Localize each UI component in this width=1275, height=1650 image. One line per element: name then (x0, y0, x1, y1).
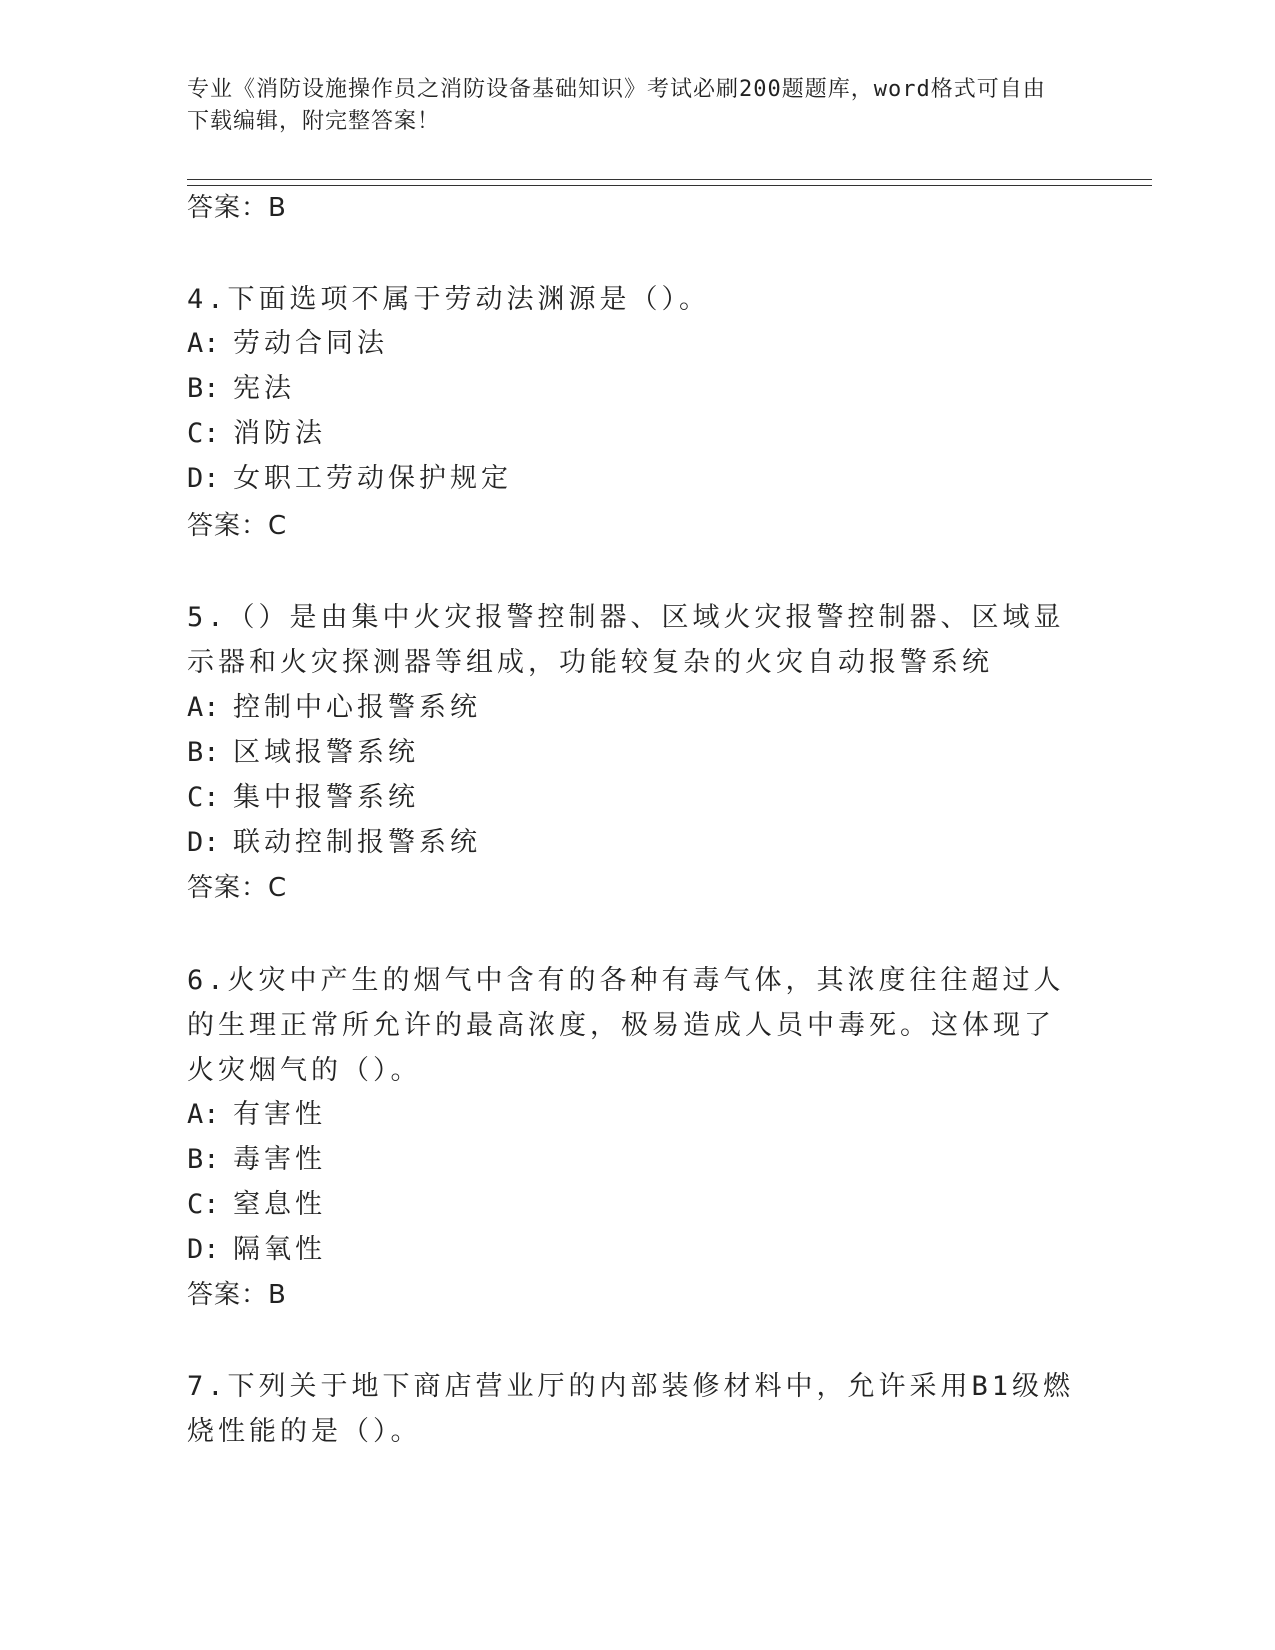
question-7-text: 7.下列关于地下商店营业厅的内部装修材料中，允许采用B1级燃烧性能的是（）。 (187, 1371, 1075, 1447)
question-4-text: 4.下面选项不属于劳动法渊源是（）。 (187, 284, 711, 315)
option-text: 隔氧性 (233, 1234, 326, 1265)
option-letter: A: (187, 1099, 220, 1130)
option-letter: C: (187, 418, 220, 449)
document-header: 专业《消防设施操作员之消防设备基础知识》考试必刷200题题库，word格式可自由下载编辑，附完整答案！ (187, 77, 1046, 134)
option-text: 控制中心报警系统 (233, 692, 481, 723)
question-5-option-c (187, 775, 419, 820)
option-text: 区域报警系统 (233, 737, 419, 768)
question-5-option-a (187, 685, 481, 730)
answer-label: 答案：B (187, 193, 287, 223)
question-4-answer: 答案：C (187, 511, 288, 541)
question-4-option-c (187, 411, 326, 456)
header-divider-bottom (187, 185, 1152, 186)
option-letter: C: (187, 1189, 220, 1220)
option-text: 宪法 (233, 373, 295, 404)
question-5-answer: 答案：C (187, 873, 288, 903)
question-6-option-d (187, 1227, 326, 1272)
option-letter: B: (187, 373, 220, 404)
option-letter: D: (187, 827, 220, 858)
question-6-answer: 答案：B (187, 1280, 287, 1310)
option-text: 有害性 (233, 1099, 326, 1130)
question-6-text: 6.火灾中产生的烟气中含有的各种有毒气体，其浓度往往超过人的生理正常所允许的最高浓度，极易造成人员中毒死。这体现了火灾烟气的（）。 (187, 965, 1065, 1086)
question-4-option-a (187, 321, 388, 366)
option-text: 女职工劳动保护规定 (233, 463, 512, 494)
option-letter: C: (187, 782, 220, 813)
option-letter: D: (187, 463, 220, 494)
option-text: 消防法 (233, 418, 326, 449)
option-text: 联动控制报警系统 (233, 827, 481, 858)
question-6-option-c (187, 1182, 326, 1227)
question-5-text: 5.（）是由集中火灾报警控制器、区域火灾报警控制器、区域显示器和火灾探测器等组成，功能较复杂的火灾自动报警系统 (187, 602, 1065, 678)
option-letter: A: (187, 328, 220, 359)
question-4-option-d (187, 456, 512, 501)
option-letter: D: (187, 1234, 220, 1265)
question-4-option-b (187, 366, 295, 411)
option-text: 窒息性 (233, 1189, 326, 1220)
question-5-option-b (187, 730, 419, 775)
header-divider-top (187, 179, 1152, 180)
option-text: 毒害性 (233, 1144, 326, 1175)
option-text: 劳动合同法 (233, 328, 388, 359)
option-letter: B: (187, 1144, 220, 1175)
option-letter: A: (187, 692, 220, 723)
question-6-option-b (187, 1137, 326, 1182)
question-5-option-d (187, 820, 481, 865)
question-6-option-a (187, 1092, 326, 1137)
option-letter: B: (187, 737, 220, 768)
option-text: 集中报警系统 (233, 782, 419, 813)
